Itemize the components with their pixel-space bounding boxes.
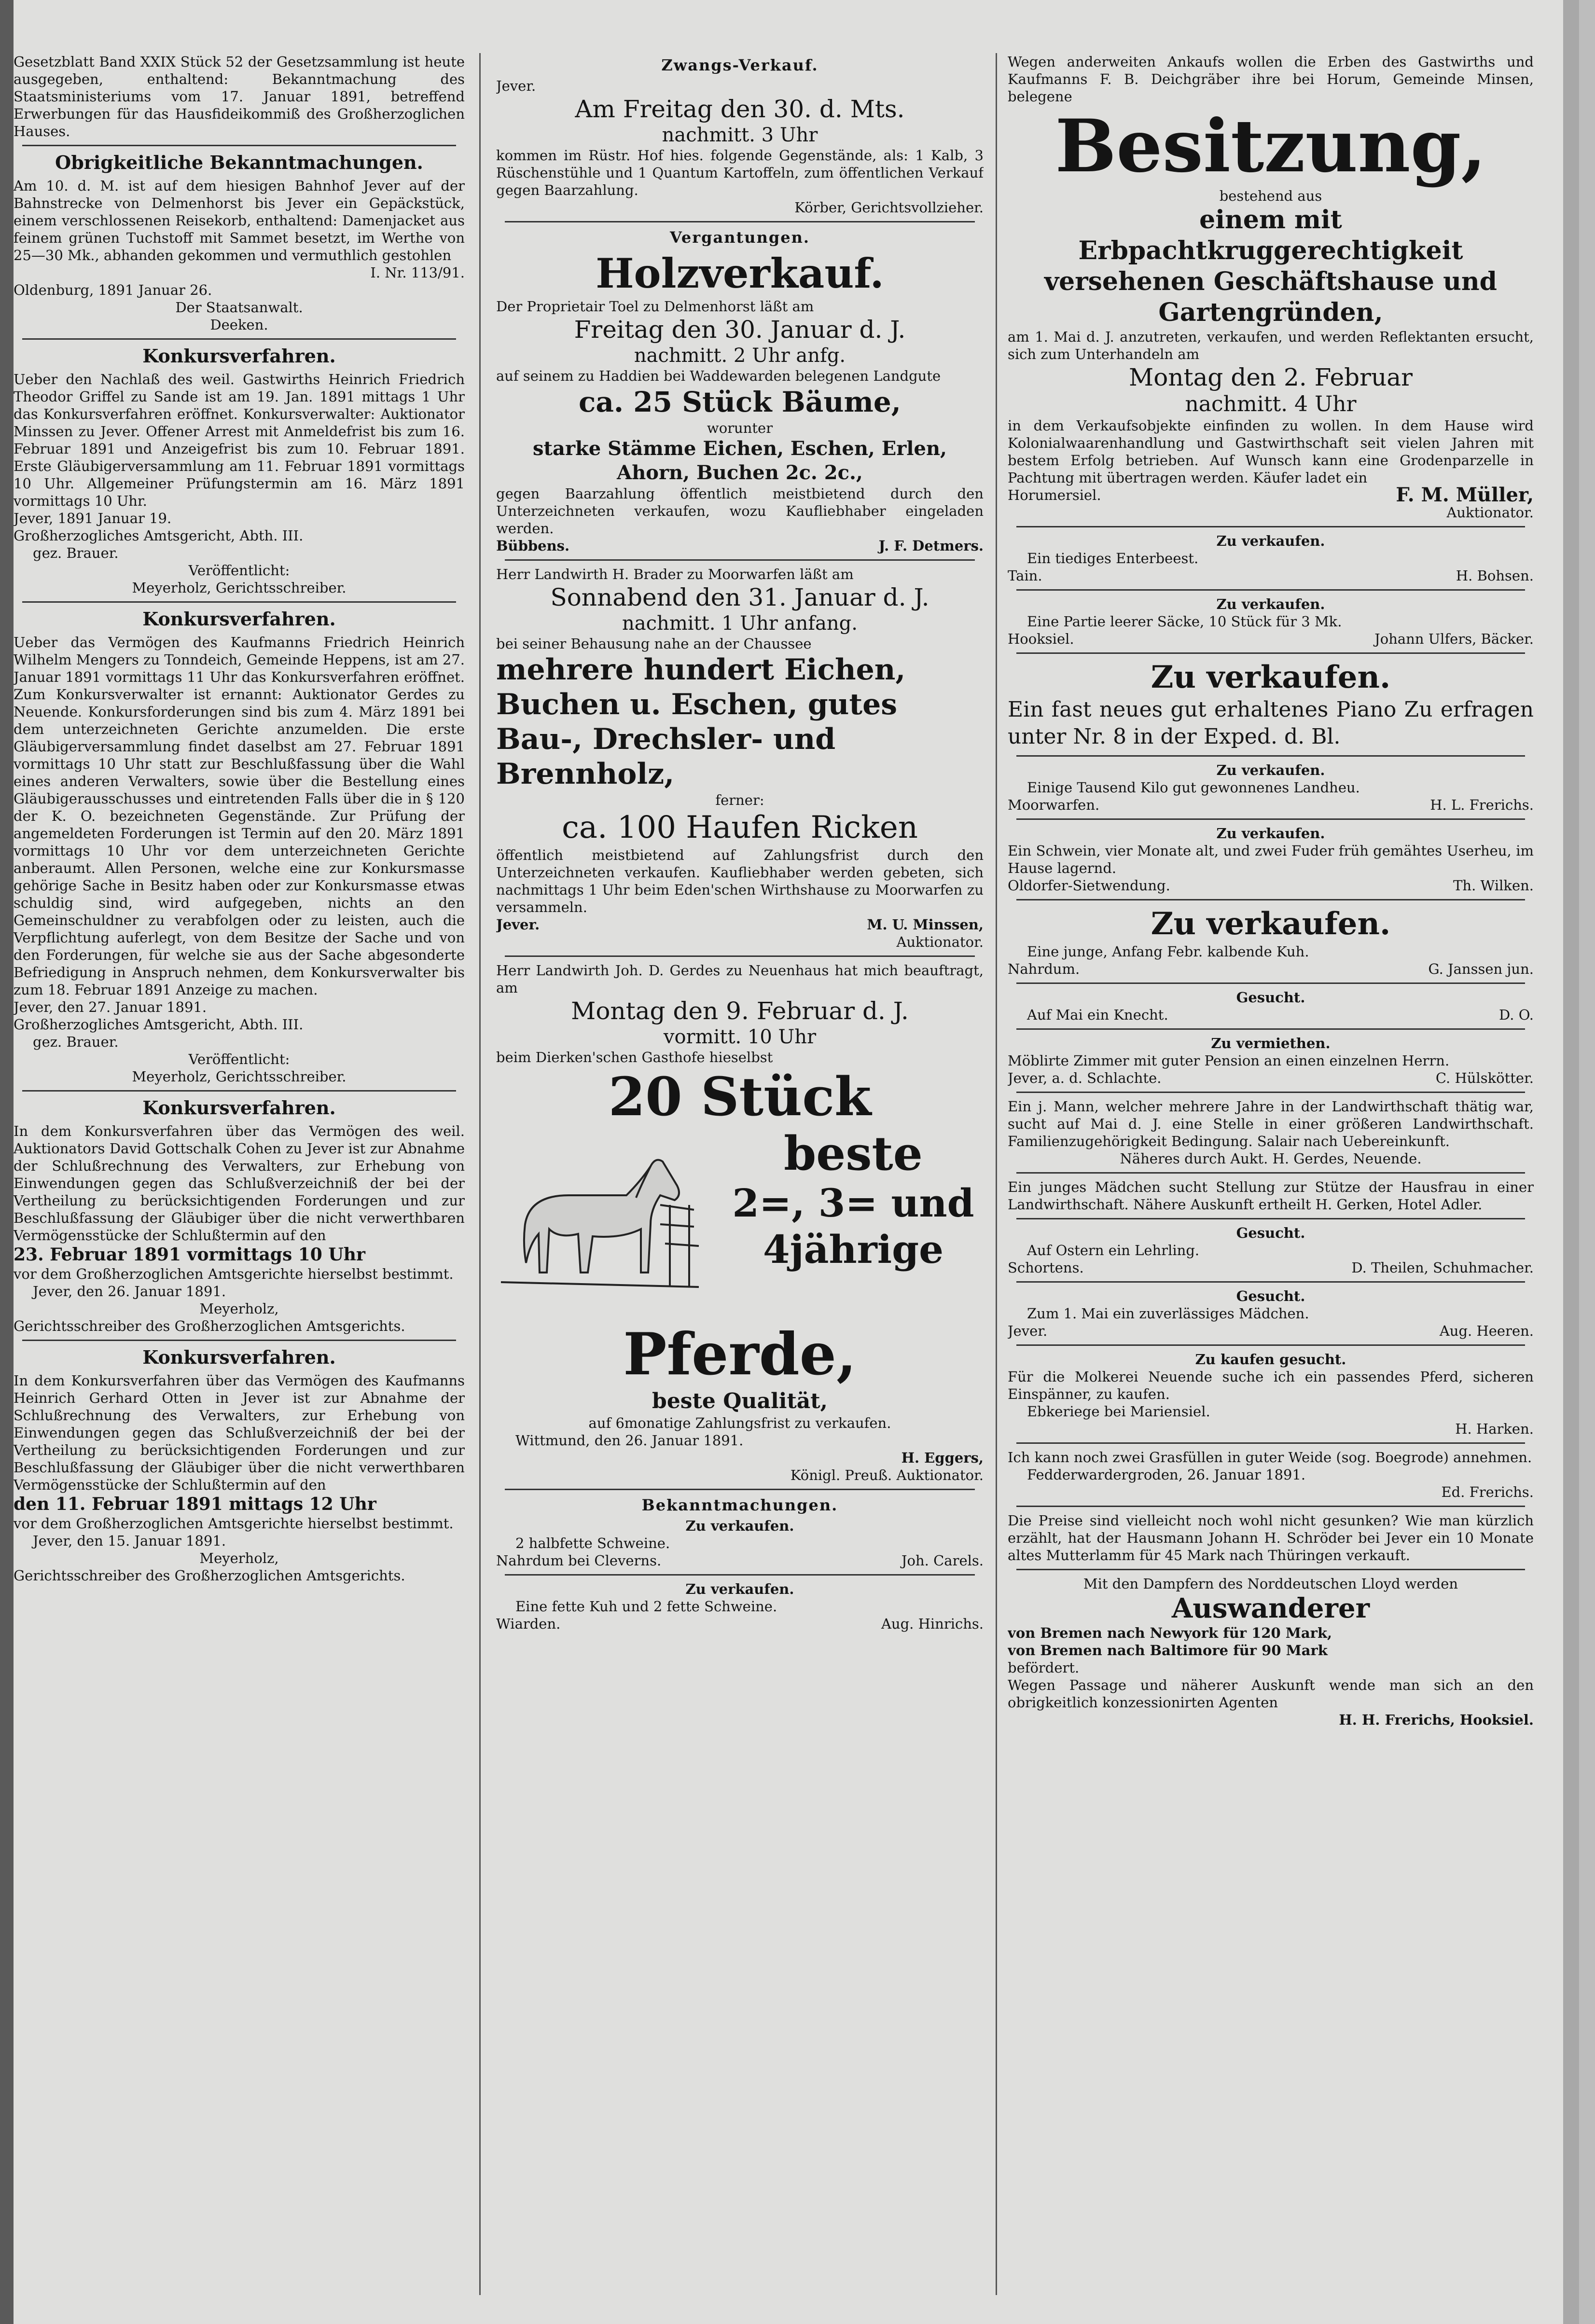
a14-place: Fedderwardergroden, 26. Januar 1891. [1027,1466,1306,1483]
a9-signature: Näheres durch Aukt. H. Gerdes, Neuende. [1120,1150,1422,1167]
konkurs3-text2: vor dem Großherzoglichen Amtsgerichte hierselbst bestimmt. [14,1266,454,1282]
besitzung-desc: einem mit Erbpachtkruggerechtigkeit versehenen Geschäftshause und Gartengründen, [1044,205,1498,327]
a2-signature: Johann Ulfers, Bäcker. [1374,631,1534,647]
gerdes-text1: Herr Landwirth Joh. D. Gerdes zu Neuenhaus hat mich beauftragt, am [496,962,984,996]
pferde-beste: beste [784,1126,923,1181]
holz-date: Freitag den 30. Januar d. J. [574,316,906,344]
konkurs1-signature: Meyerholz, Gerichtsschreiber. [132,580,347,596]
obrig-name: Deeken. [210,317,268,333]
besitzung-text: am 1. Mai d. J. anzutreten, verkaufen, und werden Reflektanten ersucht, sich zum Unterhandeln am [1008,329,1534,362]
a3-heading: Zu verkaufen. [1151,659,1391,695]
pferde-ages1: 2=, 3= und [732,1180,974,1226]
konkurs1-heading: Konkursverfahren. [142,345,336,367]
divider [1016,589,1525,591]
konkurs1-court: Großherzogliches Amtsgericht, Abth. III. [14,527,304,544]
divider [1016,1218,1525,1219]
a12-text: Zum 1. Mai ein zuverlässiges Mädchen. [1027,1305,1309,1322]
a6-signature: G. Janssen jun. [1428,961,1534,977]
a5-text: Ein Schwein, vier Monate alt, und zwei Fuder früh gemähtes Userheu, im Hause lagernd. [1008,843,1534,876]
obrig-text: Am 10. d. M. ist auf dem hiesigen Bahnhof Jever auf der Bahnstrecke von Delmenhorst bis Jever ein Gepäckstück, einem verschlossenen Reisekorb, enthaltend: Damenjacket aus feinem grünen Tuchstoff mit Sammet besetzt, im Werthe von 25—30 Mk., abhanden gekommen und vermuthlich gestohlen [14,178,465,263]
besitzung-sig2: Auktionator. [1446,504,1534,521]
holz-time: nachmitt. 2 Uhr anfg. [634,345,846,367]
a4-heading: Zu verkaufen. [1216,762,1325,778]
besitzung-place: Horumersiel. [1008,487,1101,503]
a8-sign-row [1008,1069,1534,1087]
a6-sign-row [1008,960,1534,978]
divider [1016,1506,1525,1507]
a10-text: Ein junges Mädchen sucht Stellung zur Stütze der Hausfrau in einer Landwirthschaft. Nähere Auskunft ertheilt H. Gerken, Hotel Adler. [1008,1179,1534,1213]
obrig-signature: Der Staatsanwalt. [175,299,303,316]
a11-text: Auf Ostern ein Lehrling. [1027,1242,1200,1259]
pferde-signature: H. Eggers, [901,1450,984,1466]
a16-text: Mit den Dampfern des Norddeutschen Lloyd werden [1083,1576,1458,1592]
besitzung-signature: F. M. Müller, [1396,484,1534,506]
a3-text: Ein fast neues gut erhaltenes Piano Zu erfragen unter Nr. 8 in der Exped. d. Bl. [1008,697,1534,749]
a7-heading: Gesucht. [1236,989,1305,1006]
a5-place: Oldorfer-Sietwendung. [1008,877,1170,894]
gerdes-text2: beim Dierken'schen Gasthofe hieselbst [496,1049,773,1065]
brader-big3: Bau-, Drechsler- und [496,722,836,756]
b1-place: Nahrdum bei Cleverns. [496,1552,662,1569]
divider [1016,755,1525,757]
divider [505,559,975,561]
divider [1016,1344,1525,1346]
konkurs4-text: In dem Konkursverfahren über das Vermögen des Kaufmanns Heinrich Gerhard Otten in Jever ist zur Abnahme der Schlußrechnung des Verwalters, zur Erhebung von Einwendungen gegen das Schlußverzeichniß der bei der Vertheilung zu berücksichtigenden Forderungen und zur Beschlußfassung der Gläubiger über die nicht verwerthbaren Vermögensstücke der Schlußtermin auf den [14,1372,465,1493]
a1-sign-row [1008,567,1534,584]
brader-ferner: ferner: [715,792,764,808]
a5-signature: Th. Wilken. [1453,877,1534,894]
holz-place: Bübbens. [496,538,570,554]
zwangs-time: nachmitt. 3 Uhr [662,124,818,146]
divider [1016,1569,1525,1570]
konkurs2-text: Ueber das Vermögen des Kaufmanns Friedrich Heinrich Wilhelm Mengers zu Tonndeich, Gemeinde Heppens, ist am 27. Januar 1891 vormittags 11 Uhr das Konkursverfahren eröffnet. Zum Konkursverwalter ist ernannt: Auktionator Gerdes zu Neuende. Konkursforderungen sind bis zum 4. März 1891 bei dem unterzeichneten Gerichte anzumelden. Die erste Gläubigerversammlung findet daselbst am 27. Februar 1891 vormittags 10 Uhr statt zur Beschlußfassung über die Wahl eines anderen Verwalters, sowie über die Bestellung eines Gläubigerausschusses und eintretenden Falls über die in § 120 der K. O. bezeichneten Gegenstände. Zur Prüfung der angemeldeten Forderungen ist Termin auf den 20. März 1891 vormittags 10 Uhr vor dem unterzeichneten Gerichte anberaumt. Allen Personen, welche eine zur Konkursmasse gehörige Sache in Besitz haben oder zur Konkursmasse etwas schuldig sind, wird aufgegeben, nichts an den Gemeinschuldner zu verabfolgen oder zu leisten, auch die Verpflichtung auferlegt, von dem Besitze der Sache und von den Forderungen, für welche sie aus der Sache abgesonderte Befriedigung in Anspruch nehmen, dem Konkursverwalter bis zum 18. Februar 1891 Anzeige zu machen. [14,634,465,998]
divider [1016,526,1525,527]
konkurs4-termin: den 11. Februar 1891 mittags 12 Uhr [14,1494,376,1514]
a8-heading: Zu vermiethen. [1211,1035,1331,1051]
brader-date: Sonnabend den 31. Januar d. J. [550,583,929,611]
holz-trees2: Ahorn, Buchen 2c. 2c., [617,461,863,484]
a16-line3: befördert. [1008,1660,1080,1676]
besitzung-sign-row [1008,486,1534,504]
divider [1016,1442,1525,1444]
divider [1016,1281,1525,1283]
besitzung-title: Besitzung, [1055,104,1486,189]
divider [1016,652,1525,654]
konkurs4-signature: Gerichtsschreiber des Großherzoglichen Amtsgerichts. [14,1567,405,1584]
konkurs4-heading: Konkursverfahren. [142,1346,336,1368]
konkurs3-date: Jever, den 26. Januar 1891. [33,1283,226,1300]
brader-signature: M. U. Minssen, [867,916,984,933]
konkurs2-gez: gez. Brauer. [33,1034,119,1050]
column-middle [496,53,984,2300]
column-rule [479,53,481,2295]
brader-text3: öffentlich meistbietend auf Zahlungsfrist durch den Unterzeichneten verkaufen. Kaufliebhaber werden gebeten, sich nachmittags 1 Uhr beim Eden'schen Wirthshause zu Moorwarfen zu versammeln. [496,847,984,915]
a13-heading: Zu kaufen gesucht. [1195,1351,1346,1368]
column-rule [996,53,997,2295]
zwangs-text: kommen im Rüstr. Hof hies. folgende Gegenstände, als: 1 Kalb, 3 Rüschenstühle und 1 Quantum Kartoffeln, zum öffentlichen Verkauf gegen Baarzahlung. [496,147,984,198]
a4-sign-row [1008,796,1534,814]
b1-signature: Joh. Carels. [901,1552,984,1569]
besitzung-aus: bestehend aus [1219,188,1322,204]
bekanntmachungen-heading: Bekanntmachungen. [641,1496,838,1514]
obrig-ref: I. Nr. 113/91. [370,264,465,281]
besitzung-date: Montag den 2. Februar [1129,363,1413,391]
newspaper-page [14,0,1579,2324]
divider [22,145,456,146]
b2-heading: Zu verkaufen. [685,1581,794,1597]
obrig-date: Oldenburg, 1891 Januar 26. [14,282,212,298]
a14-text: Ich kann noch zwei Grasfüllen in guter Weide (sog. Boegrode) annehmen. [1008,1449,1532,1466]
gerdes-date: Montag den 9. Februar d. J. [571,997,909,1025]
a4-signature: H. L. Frerichs. [1430,797,1534,813]
konkurs1-date: Jever, 1891 Januar 19. [14,510,172,526]
a4-place: Moorwarfen. [1008,797,1100,813]
holz-worunter: worunter [707,420,773,436]
konkurs2-date: Jever, den 27. Januar 1891. [14,999,207,1015]
a8-place: Jever, a. d. Schlachte. [1008,1070,1162,1086]
column-right [1008,53,1534,2300]
b2-sign-row [496,1615,984,1632]
a16-signature: H. H. Frerichs, Hooksiel. [1339,1712,1534,1728]
divider [505,1489,975,1490]
konkurs2-signature: Meyerholz, Gerichtsschreiber. [132,1068,347,1085]
column-left [14,53,465,2300]
a2-text: Eine Partie leerer Säcke, 10 Stück für 3 Mk. [1027,613,1342,630]
a11-signature: D. Theilen, Schuhmacher. [1351,1259,1534,1276]
a8-text: Möblirte Zimmer mit guter Pension an einen einzelnen Herrn. [1008,1052,1450,1069]
a16-heading: Auswanderer [1171,1592,1370,1624]
a13-place: Ebkeriege bei Mariensiel. [1027,1403,1210,1420]
horse-illustration [496,1128,704,1311]
holz-sign-row [496,537,984,554]
a6-place: Nahrdum. [1008,961,1080,977]
a13-signature: H. Harken. [1455,1421,1534,1437]
a11-place: Schortens. [1008,1259,1084,1276]
divider [505,221,975,222]
brader-time: nachmitt. 1 Uhr anfang. [622,612,858,635]
a1-place: Tain. [1008,567,1042,584]
brader-sign-row [496,916,984,933]
holz-signature: J. F. Detmers. [878,538,984,554]
brader-big5: ca. 100 Haufen Ricken [562,810,918,845]
divider [1016,1172,1525,1174]
pferde-count: 20 Stück [608,1065,872,1128]
page-edge [1563,0,1579,2324]
a6-text: Eine junge, Anfang Febr. kalbende Kuh. [1027,943,1309,960]
a2-heading: Zu verkaufen. [1216,596,1325,612]
a1-text: Ein tiediges Enterbeest. [1027,550,1199,567]
divider [22,338,456,340]
konkurs1-gez: gez. Brauer. [33,545,119,561]
pferde-text: auf 6monatige Zahlungsfrist zu verkaufen. [588,1415,891,1431]
a1-signature: H. Bohsen. [1456,567,1534,584]
page-spine [0,0,14,2324]
zwangs-place: Jever. [496,78,536,94]
a15-text: Die Preise sind vielleicht noch wohl nicht gesunken? Wie man kürzlich erzählt, hat der Hausmann Johann H. Schröder bei Jever ein 10 Monate altes Mutterlamm für 45 Mark nach Thüringen verkauft. [1008,1512,1534,1563]
konkurs3-text: In dem Konkursverfahren über das Vermögen des weil. Auktionators David Gottschalk Cohen zu Jever ist zur Abnahme der Schlußrechnung des Verwalters, zur Erhebung von Einwendungen gegen das Schlußverzeichniß der bei der Vertheilung zu berücksichtigenden Forderungen und zur Beschlußfassung der Gläubiger über die nicht verwerthbaren Vermögensstücke der Schlußtermin auf den [14,1123,465,1244]
konkurs2-heading: Konkursverfahren. [142,608,336,630]
a2-sign-row [1008,630,1534,648]
brader-big2: Buchen u. Eschen, gutes [496,688,898,721]
a8-signature: C. Hülskötter. [1435,1070,1534,1086]
a12-heading: Gesucht. [1236,1288,1305,1304]
a11-sign-row [1008,1259,1534,1276]
holz-trees1: starke Stämme Eichen, Eschen, Erlen, [533,437,947,460]
b2-signature: Aug. Hinrichs. [881,1616,984,1632]
a5-heading: Zu verkaufen. [1216,825,1325,842]
brader-sig2: Auktionator. [896,934,984,950]
vergantungen-heading: Vergantungen. [670,228,810,247]
konkurs3-name: Meyerholz, [199,1300,279,1317]
zwangs-date: Am Freitag den 30. d. Mts. [575,95,905,123]
a4-text: Einige Tausend Kilo gut gewonnenes Landheu. [1027,779,1360,796]
divider [22,601,456,603]
pferde-title: Pferde, [623,1320,857,1388]
a11-heading: Gesucht. [1236,1225,1305,1241]
brader-big4: Brennholz, [496,757,675,791]
brader-place: Jever. [496,916,540,933]
konkurs2-pub: Veröffentlicht: [188,1051,290,1067]
pferde-ages-block [728,1128,979,1273]
divider [505,955,975,957]
konkurs3-signature: Gerichtsschreiber des Großherzoglichen Amtsgerichts. [14,1318,405,1334]
a12-signature: Aug. Heeren. [1439,1323,1534,1339]
a12-place: Jever. [1008,1323,1048,1339]
a16-line1: von Bremen nach Newyork für 120 Mark, [1008,1625,1332,1641]
divider [22,1090,456,1092]
konkurs4-date: Jever, den 15. Januar 1891. [33,1533,226,1549]
a14-signature: Ed. Frerichs. [1441,1484,1534,1500]
konkurs3-termin: 23. Februar 1891 vormittags 10 Uhr [14,1245,365,1265]
a13-text: Für die Molkerei Neuende suche ich ein passendes Pferd, sicheren Einspänner, zu kaufen. [1008,1369,1534,1402]
zwangs-signature: Körber, Gerichtsvollzieher. [794,199,984,216]
pferde-block [496,1128,984,1321]
divider [22,1340,456,1341]
b1-sign-row [496,1552,984,1569]
a16-line2: von Bremen nach Baltimore für 90 Mark [1008,1642,1328,1659]
a5-sign-row [1008,877,1534,894]
konkurs3-heading: Konkursverfahren. [142,1097,336,1119]
b1-heading: Zu verkaufen. [685,1518,794,1534]
gerdes-time: vormitt. 10 Uhr [663,1026,817,1048]
a7-row [1008,1006,1534,1024]
pferde-date: Wittmund, den 26. Januar 1891. [515,1432,744,1449]
brader-big1: mehrere hundert Eichen, [496,653,906,687]
a16-text2: Wegen Passage und näherer Auskunft wende man sich an den obrigkeitlich konzessionirten Agenten [1008,1677,1534,1711]
brader-text2: bei seiner Behausung nahe an der Chaussee [496,636,812,652]
a12-sign-row [1008,1322,1534,1340]
a6-heading: Zu verkaufen. [1151,906,1391,942]
holz-text3: gegen Baarzahlung öffentlich meistbietend durch den Unterzeichneten verkaufen, wozu Kaufliebhaber eingeladen werden. [496,485,984,537]
holz-trees-count: ca. 25 Stück Bäume, [579,386,901,418]
a1-heading: Zu verkaufen. [1216,533,1325,549]
pferde-sig2: Königl. Preuß. Auktionator. [790,1467,984,1483]
a7-text: Auf Mai ein Knecht. [1027,1007,1168,1023]
a7-signature: D. O. [1499,1007,1534,1023]
besitzung-text2: in dem Verkaufsobjekte einfinden zu wollen. In dem Hause wird Kolonialwaarenhandlung und Gastwirthschaft seit vielen Jahren mit bestem Erfolg betrieben. Auf Wunsch kann eine Grodenparzelle in Pachtung mit übertragen werden. Käufer ladet ein [1008,417,1534,486]
b2-place: Wiarden. [496,1616,561,1632]
divider [1016,982,1525,984]
pferde-quality: beste Qualität, [652,1389,828,1413]
a2-place: Hooksiel. [1008,631,1074,647]
obrig-heading: Obrigkeitliche Bekanntmachungen. [55,152,423,173]
holzverkauf-title: Holzverkauf. [596,249,884,297]
konkurs1-text: Ueber den Nachlaß des weil. Gastwirths Heinrich Friedrich Theodor Griffel zu Sande ist am 19. Jan. 1891 mittags 1 Uhr das Konkursverfahren eröffnet. Konkursverwalter: Auktionator Minssen zu Jever. Offener Arrest mit Anmeldefrist bis zum 16. Februar 1891 und Anzeigefrist bis zum 10. Februar 1891. Erste Gläubigerversammlung am 11. Februar 1891 vormittags 10 Uhr. Allgemeiner Prüfungstermin am 16. März 1891 vormittags 10 Uhr. [14,371,465,509]
divider [1016,899,1525,900]
divider [1016,1092,1525,1093]
besitzung-intro: Wegen anderweiten Ankaufs wollen die Erben des Gastwirths und Kaufmanns F. B. Deichgräber ihre bei Horum, Gemeinde Minsen, belegene [1008,54,1534,105]
konkurs1-pub: Veröffentlicht: [188,562,290,579]
b1-text: 2 halbfette Schweine. [515,1535,670,1551]
divider [505,1574,975,1576]
zwangs-heading: Zwangs-Verkauf. [661,56,818,74]
holz-text2: auf seinem zu Haddien bei Waddewarden belegenen Landgute [496,368,941,384]
a9-text: Ein j. Mann, welcher mehrere Jahre in der Landwirthschaft thätig war, sucht auf Mai d. J. eine Stelle in einer größeren Landwirthschaft. Familienzugehörigkeit Bedingung. Salair nach Uebereinkunft. [1008,1098,1534,1149]
konkurs4-name: Meyerholz, [199,1550,279,1566]
b2-text: Eine fette Kuh und 2 fette Schweine. [515,1598,777,1615]
divider [1016,1028,1525,1030]
divider [1016,818,1525,820]
besitzung-time: nachmitt. 4 Uhr [1185,392,1357,416]
brader-text1: Herr Landwirth H. Brader zu Moorwarfen läßt am [496,566,854,582]
pferde-ages2: 4jährige [763,1227,943,1272]
holz-text1: Der Proprietair Toel zu Delmenhorst läßt am [496,298,814,315]
konkurs2-court: Großherzogliches Amtsgericht, Abth. III. [14,1016,304,1033]
konkurs4-text2: vor dem Großherzoglichen Amtsgerichte hierselbst bestimmt. [14,1515,454,1532]
gesetzblatt-notice: Gesetzblatt Band XXIX Stück 52 der Gesetzsammlung ist heute ausgegeben, enthaltend: Bekanntmachung des Staatsministeriums vom 17. Januar 1891, betreffend Erwerbungen für das Hausfideikommiß des Großherzoglichen Hauses. [14,54,465,139]
